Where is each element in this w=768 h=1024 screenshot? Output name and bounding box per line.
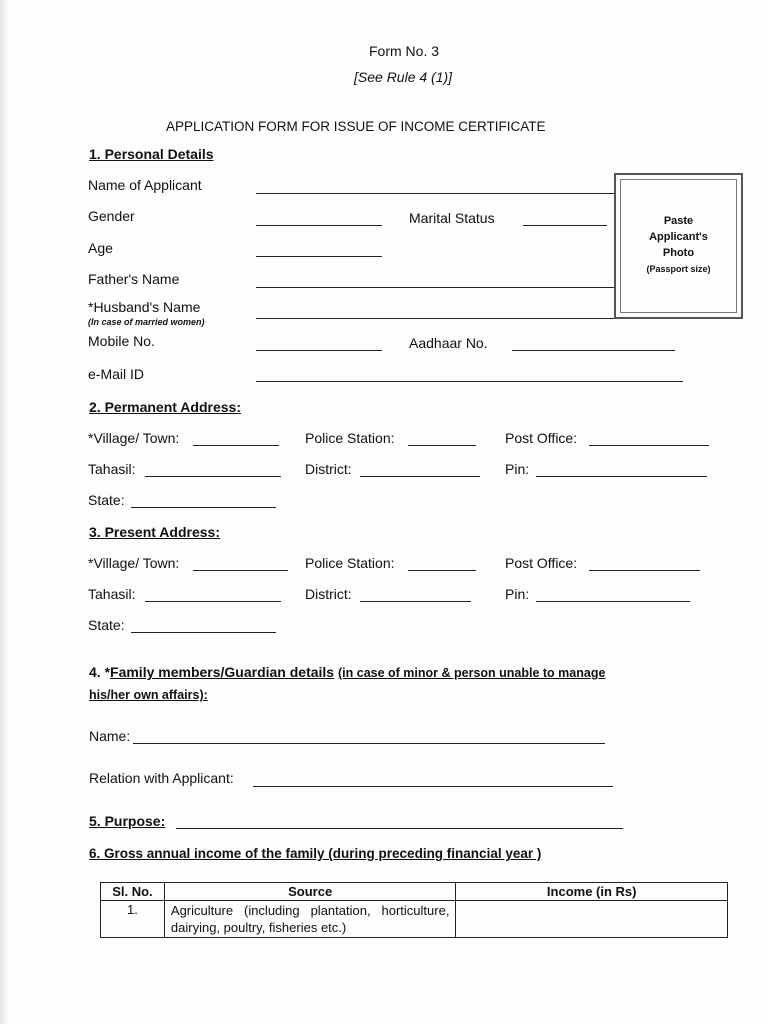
- income-table: [100, 882, 728, 938]
- perm-tahasil-label: Tahasil:: [88, 461, 136, 477]
- perm-district-label: District:: [305, 461, 352, 477]
- perm-district-field[interactable]: [360, 476, 480, 477]
- perm-village-label: *Village/ Town:: [88, 430, 180, 446]
- pres-district-field[interactable]: [360, 601, 471, 602]
- income-table-header: [101, 883, 728, 901]
- family-heading-note: (in case of minor & person unable to manage: [338, 666, 606, 680]
- family-heading-note-2: his/her own affairs):: [89, 688, 208, 702]
- applicant-name-field[interactable]: [256, 193, 616, 194]
- pres-police-label: Police Station:: [305, 555, 395, 571]
- pres-post-label: Post Office:: [505, 555, 578, 571]
- pres-pin-label: Pin:: [505, 586, 530, 602]
- col-income-header: Income (in Rs): [456, 883, 728, 901]
- age-field[interactable]: [256, 256, 382, 257]
- pres-tahasil-label: Tahasil:: [88, 586, 136, 602]
- email-field[interactable]: [256, 381, 683, 382]
- mobile-label: Mobile No.: [88, 333, 155, 349]
- photo-line-4: (Passport size): [646, 264, 711, 274]
- aadhaar-label: Aadhaar No.: [409, 335, 488, 351]
- form-number: Form No. 3: [369, 43, 440, 59]
- age-label: Age: [88, 240, 113, 256]
- family-heading-prefix: 4. *: [89, 664, 111, 680]
- pres-state-label: State:: [88, 617, 125, 633]
- perm-police-label: Police Station:: [305, 430, 395, 446]
- table-row: [101, 901, 728, 938]
- pres-village-label: *Village/ Town:: [88, 555, 180, 571]
- marital-status-field[interactable]: [523, 225, 607, 226]
- purpose-field[interactable]: [176, 828, 623, 829]
- row-sl: 1.: [101, 901, 165, 938]
- perm-village-field[interactable]: [193, 445, 279, 446]
- pres-tahasil-field[interactable]: [145, 601, 281, 602]
- relation-field[interactable]: [253, 786, 613, 787]
- family-heading-main: Family members/Guardian details: [110, 664, 335, 680]
- aadhaar-field[interactable]: [512, 350, 675, 351]
- father-name-field[interactable]: [256, 287, 616, 288]
- form-title: APPLICATION FORM FOR ISSUE OF INCOME CERTIFICATE: [166, 119, 546, 134]
- income-heading: 6. Gross annual income of the family (during preceding financial year ): [89, 846, 542, 861]
- perm-state-field[interactable]: [131, 507, 276, 508]
- husband-name-field[interactable]: [256, 318, 616, 319]
- purpose-label: 5. Purpose:: [89, 813, 166, 829]
- col-source-header: Source: [164, 883, 456, 901]
- photo-line-1: Paste: [663, 215, 694, 227]
- applicant-name-label: Name of Applicant: [88, 177, 202, 193]
- perm-post-label: Post Office:: [505, 430, 578, 446]
- mobile-field[interactable]: [256, 350, 382, 351]
- gender-label: Gender: [88, 208, 135, 224]
- photo-instructions: [616, 213, 741, 277]
- perm-pin-field[interactable]: [536, 476, 707, 477]
- perm-post-field[interactable]: [589, 445, 709, 446]
- guardian-name-field[interactable]: [133, 743, 605, 744]
- perm-police-field[interactable]: [408, 445, 476, 446]
- pres-police-field[interactable]: [408, 570, 476, 571]
- pres-village-field[interactable]: [193, 570, 288, 571]
- father-name-label: Father's Name: [88, 271, 180, 287]
- photo-line-2: Applicant's: [649, 231, 708, 243]
- photo-box[interactable]: [614, 173, 743, 319]
- husband-name-label: *Husband's Name: [88, 299, 201, 315]
- row-source: Agriculture (including plantation, horticulture, dairying, poultry, fisheries etc.): [164, 901, 456, 938]
- family-heading: [89, 664, 605, 680]
- pres-post-field[interactable]: [589, 570, 700, 571]
- guardian-name-label: Name:: [89, 728, 131, 744]
- present-address-heading: 3. Present Address:: [89, 524, 220, 540]
- husband-name-note: (In case of married women): [88, 317, 205, 327]
- col-sl-header: Sl. No.: [101, 883, 165, 901]
- photo-line-3: Photo: [662, 247, 695, 259]
- perm-tahasil-field[interactable]: [145, 476, 281, 477]
- rule-reference: [See Rule 4 (1)]: [354, 69, 453, 85]
- pres-state-field[interactable]: [131, 632, 276, 633]
- pres-pin-field[interactable]: [536, 601, 690, 602]
- relation-label: Relation with Applicant:: [89, 770, 234, 786]
- personal-details-heading: 1. Personal Details: [89, 146, 214, 162]
- permanent-address-heading: 2. Permanent Address:: [89, 399, 241, 415]
- perm-state-label: State:: [88, 492, 125, 508]
- row-income-input[interactable]: [456, 901, 728, 938]
- perm-pin-label: Pin:: [505, 461, 530, 477]
- gender-field[interactable]: [256, 225, 382, 226]
- marital-status-label: Marital Status: [409, 210, 495, 226]
- scan-edge-shadow: [0, 0, 9, 1024]
- email-label: e-Mail ID: [88, 366, 145, 382]
- pres-district-label: District:: [305, 586, 352, 602]
